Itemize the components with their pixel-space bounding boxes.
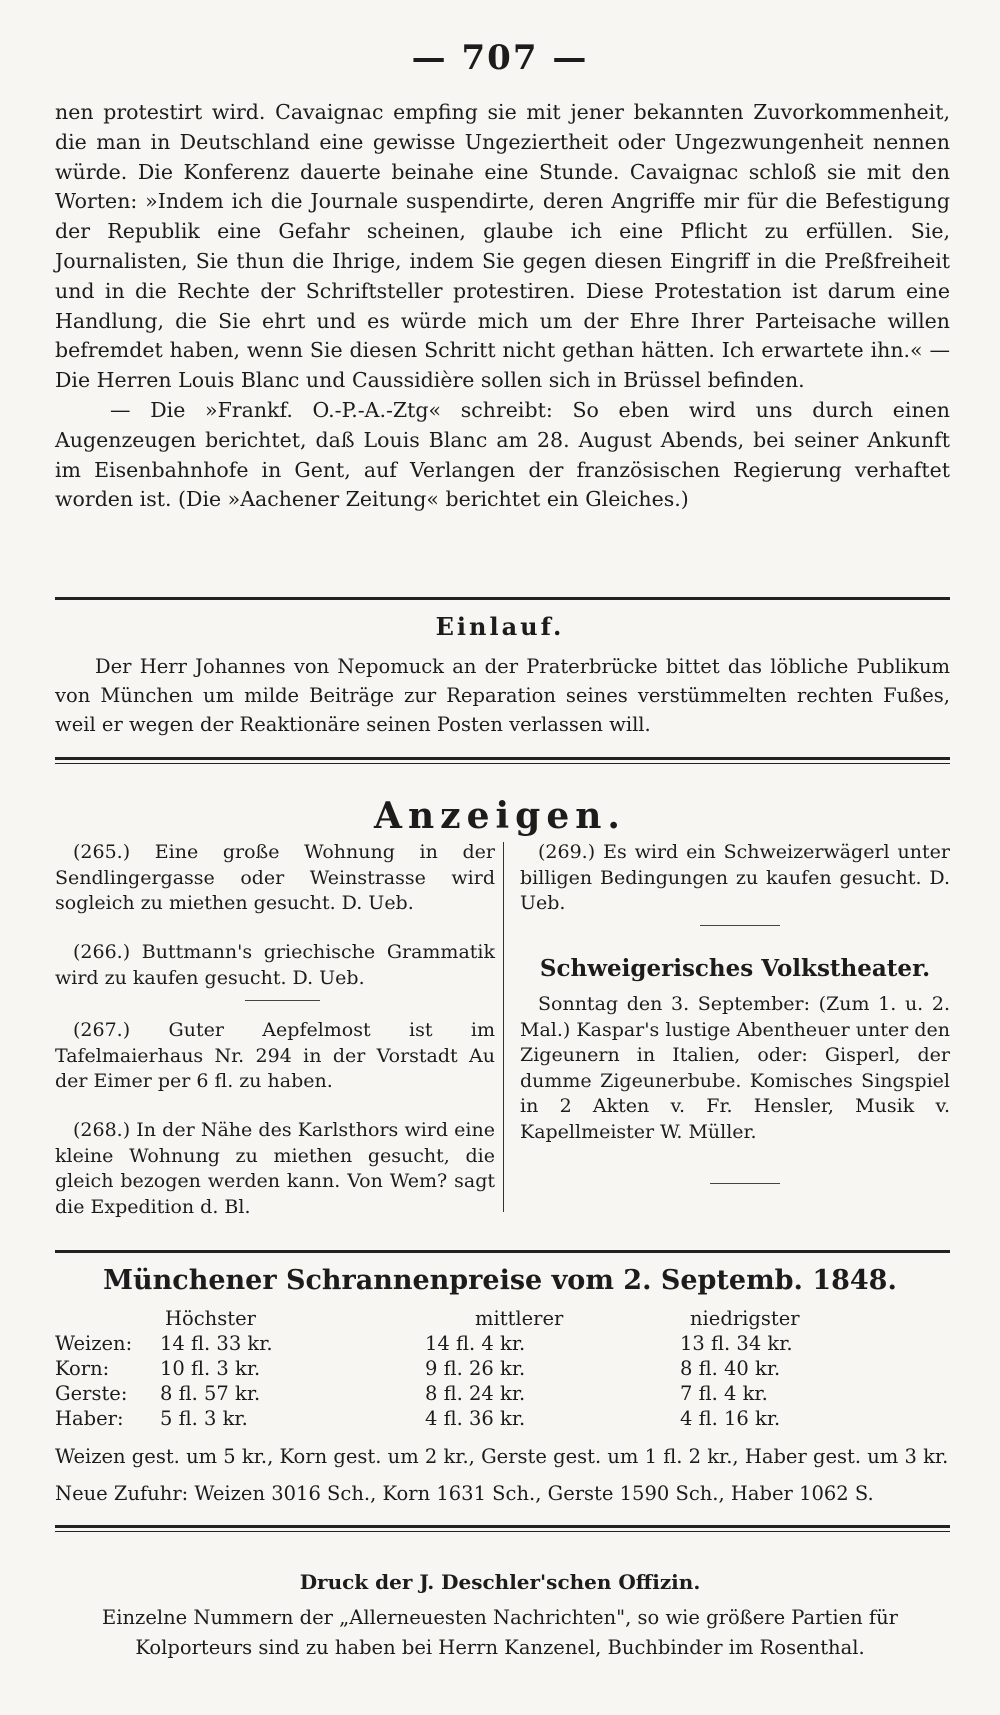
- price-high: 10 fl. 3 kr.: [160, 1357, 261, 1380]
- price-mid: 8 fl. 24 kr.: [425, 1382, 526, 1405]
- article-paragraph: nen protestirt wird. Cavaignac empfing sie mit jener bekannten Zuvorkommenheit, die man in Deutschland eine gewisse Ungeziertheit oder Ungezwungenheit nennen würde. Die Konferenz dauerte beinahe eine Stunde. Cavaignac schloß sie mit den Worten: »Indem ich die Journale suspendirte, deren Angriffe mir für die Befestigung der Republik eine Gefahr scheinen, glaube ich eine Pflicht zu erfüllen. Sie, Journalisten, Sie thun die Ihrige, indem Sie gegen diesen Eingriff in die Preßfreiheit und in die Rechte der Schriftsteller protestiren. Diese Protestation ist darum eine Handlung, die Sie ehrt und es würde mich um der Ehre Ihrer Parteisache willen befremdet haben, wenn Sie diesen Schritt nicht gethan hätten. Ich erwartete ihn.« — Die Herren Louis Blanc und Caussidière sollen sich in Brüssel befinden.: [55, 100, 950, 393]
- prices-title: Münchener Schrannenpreise vom 2. Septemb. 1848.: [103, 1265, 897, 1296]
- ad-268: [55, 1118, 495, 1220]
- grain-name: Korn:: [55, 1357, 110, 1380]
- grain-name: Weizen:: [55, 1332, 133, 1355]
- section-divider: [55, 757, 950, 760]
- ad-269: [520, 840, 950, 917]
- section-divider: [55, 763, 950, 764]
- ad-divider: [710, 1183, 780, 1184]
- price-mid: 4 fl. 36 kr.: [425, 1407, 526, 1430]
- price-row: [55, 1407, 950, 1432]
- ad-divider: [700, 925, 780, 926]
- page-number: — 707 —: [411, 38, 589, 78]
- price-row: [55, 1332, 950, 1357]
- anzeigen-title: Anzeigen.: [374, 795, 626, 837]
- ad-text: (269.) Es wird ein Schweizerwägerl unter billigen Bedingungen zu kaufen gesucht. D. Ueb.: [520, 841, 950, 914]
- einlauf-title: Einlauf.: [435, 612, 565, 641]
- grain-name: Haber:: [55, 1407, 124, 1430]
- col-header-high: Höchster: [165, 1307, 256, 1330]
- grain-name: Gerste:: [55, 1382, 128, 1405]
- einlauf-text: [55, 652, 950, 739]
- col-header-mid: mittlerer: [475, 1307, 564, 1330]
- section-divider: [55, 1531, 950, 1532]
- price-row: [55, 1357, 950, 1382]
- ad-267: [55, 1018, 495, 1095]
- article-paragraph: — Die »Frankf. O.-P.-A.-Ztg« schreibt: So eben wird uns durch einen Augenzeugen berichtet, daß Louis Blanc am 28. August Abends, bei seiner Ankunft im Eisenbahnhofe in Gent, auf Verlangen der französischen Regierung verhaftet worden ist. (Die »Aachener Zeitung« berichtet ein Gleiches.): [55, 397, 950, 512]
- price-high: 5 fl. 3 kr.: [160, 1407, 248, 1430]
- supply-note: Neue Zufuhr: Weizen 3016 Sch., Korn 1631 Sch., Gerste 1590 Sch., Haber 1062 S.: [55, 1482, 874, 1505]
- price-low: 7 fl. 4 kr.: [680, 1382, 768, 1405]
- theater-ad: [520, 992, 950, 1145]
- section-divider: [55, 1250, 950, 1253]
- price-low: 13 fl. 34 kr.: [680, 1332, 793, 1355]
- price-mid: 14 fl. 4 kr.: [425, 1332, 526, 1355]
- price-high: 8 fl. 57 kr.: [160, 1382, 261, 1405]
- einlauf-paragraph: Der Herr Johannes von Nepomuck an der Praterbrücke bittet das löbliche Publikum von München um milde Beiträge zur Reparation seines verstümmelten rechten Fußes, weil er wegen der Reaktionäre seinen Posten verlassen will.: [55, 655, 950, 736]
- price-row: [55, 1382, 950, 1407]
- theater-text: Sonntag den 3. September: (Zum 1. u. 2. Mal.) Kaspar's lustige Abentheuer unter den Zigeunern in Italien, oder: Gisperl, der dumme Zigeunerbube. Komisches Singspiel in 2 Akten v. Fr. Hensler, Musik v. Kapellmeister W. Müller.: [520, 993, 950, 1143]
- price-mid: 9 fl. 26 kr.: [425, 1357, 526, 1380]
- price-table: [55, 1307, 950, 1432]
- section-divider: [55, 597, 950, 600]
- ad-text: (267.) Guter Aepfelmost ist im Tafelmaierhaus Nr. 294 in der Vorstadt Au der Eimer per 6 fl. zu haben.: [55, 1019, 495, 1092]
- price-change-note: Weizen gest. um 5 kr., Korn gest. um 2 kr., Gerste gest. um 1 fl. 2 kr., Haber gest. um 3 kr.: [55, 1445, 949, 1468]
- section-divider: [55, 1525, 950, 1528]
- ad-266: [55, 940, 495, 991]
- ad-text: (266.) Buttmann's griechische Grammatik wird zu kaufen gesucht. D. Ueb.: [55, 941, 495, 989]
- article-body: [55, 98, 950, 515]
- price-table-header: [55, 1307, 950, 1332]
- col-header-low: niedrigster: [690, 1307, 800, 1330]
- ad-divider: [245, 1000, 320, 1001]
- printer-imprint: Druck der J. Deschler'schen Offizin.: [299, 1570, 701, 1594]
- price-low: 8 fl. 40 kr.: [680, 1357, 781, 1380]
- theater-title: Schweigerisches Volkstheater.: [539, 955, 931, 982]
- ad-text: (268.) In der Nähe des Karlsthors wird eine kleine Wohnung zu miethen gesucht, die gleich bezogen werden kann. Von Wem? sagt die Expedition d. Bl.: [55, 1119, 495, 1218]
- price-low: 4 fl. 16 kr.: [680, 1407, 781, 1430]
- ad-text: (265.) Eine große Wohnung in der Sendlingergasse oder Weinstrasse wird sogleich zu miethen gesucht. D. Ueb.: [55, 841, 495, 914]
- price-high: 14 fl. 33 kr.: [160, 1332, 273, 1355]
- column-separator: [503, 842, 504, 1212]
- ad-265: [55, 840, 495, 917]
- distribution-note: Einzelne Nummern der „Allerneuesten Nachrichten", so wie größere Partien für Kolporteurs sind zu haben bei Herrn Kanzenel, Buchbinder im Rosenthal.: [102, 1606, 898, 1659]
